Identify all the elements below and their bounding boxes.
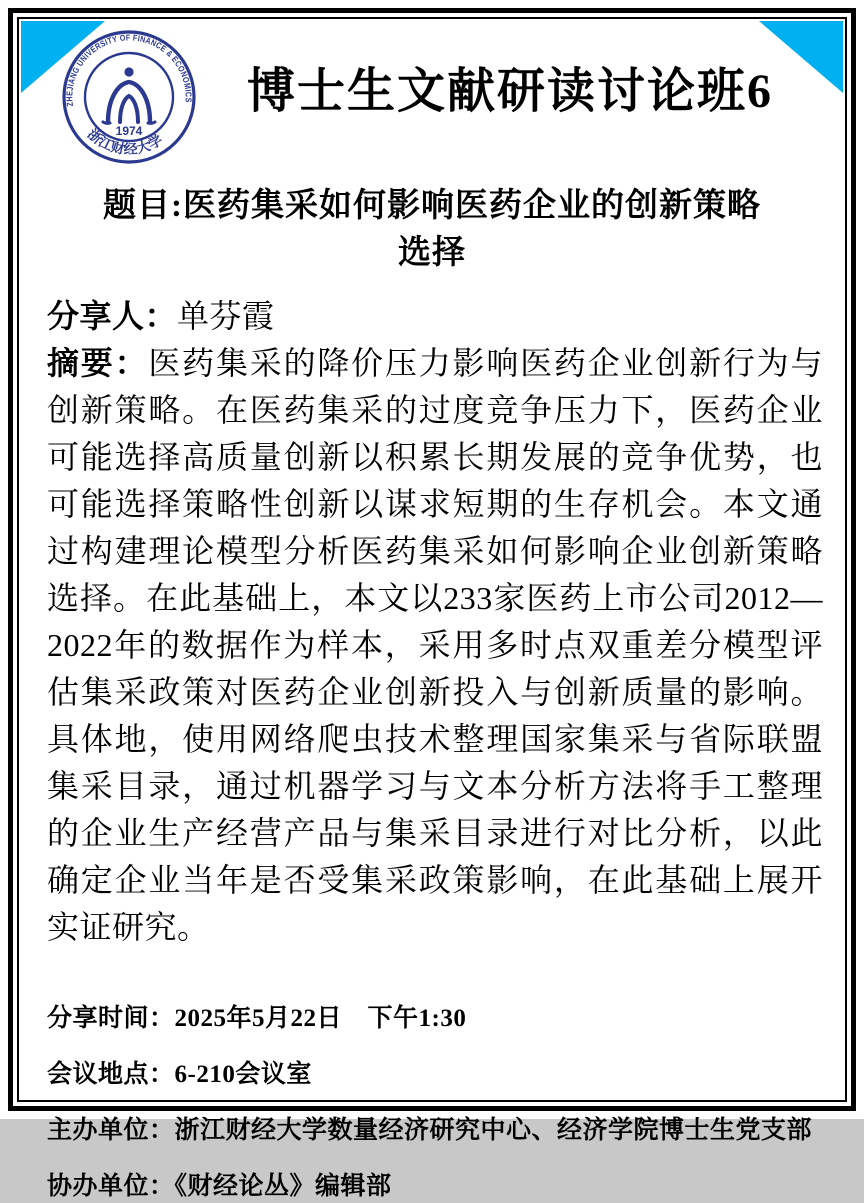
logo-inner-arch	[120, 96, 138, 122]
topic-line-1: 题目:医药集采如何影响医药企业的创新策略	[103, 188, 761, 224]
presenter-line	[47, 293, 823, 340]
venue-row	[47, 1059, 823, 1090]
poster-content	[19, 19, 845, 1201]
poster-body	[47, 293, 823, 951]
host-value: 浙江财经大学数量经济研究中心、经济学院博士生党支部	[174, 1117, 813, 1145]
seminar-title: 博士生文献研读讨论班6	[246, 65, 773, 119]
abstract-paragraph	[47, 340, 823, 951]
presenter-label: 分享人：	[47, 297, 178, 334]
abstract-text: 医药集采的降价压力影响医药企业创新行为与创新策略。在医药集采的过度竞争压力下，医药企业可能选择高质量创新以积累长期发展的竞争优势，也可能选择策略性创新以谋求短期的生存机会。本文通过构建理论模型分析医药集采如何影响企业创新策略选择。在此基础上，本文以233家医药上市公司2012—2022年的数据作为样本，采用多时点双重差分模型评估集采政策对医药企业创新投入与创新质量的影响。具体地，使用网络爬虫技术整理国家集采与省际联盟集采目录，通过机器学习与文本分析方法将手工整理的企业生产经营产品与集采目录进行对比分析，以此确定企业当年是否受集采政策影响，在此基础上展开实证研究。	[47, 344, 823, 945]
poster-header	[19, 19, 845, 167]
presenter-name: 单芬霞	[177, 297, 275, 334]
logo-year: 1974	[115, 124, 143, 138]
university-seal-icon	[59, 27, 199, 167]
abstract-label: 摘要：	[47, 344, 149, 381]
logo-cn-name: 浙江财经大学	[84, 126, 165, 157]
topic-line-2: 选择	[398, 234, 466, 271]
logo-outer-arch	[108, 82, 150, 122]
logo-ring-text: ZHEJIANG UNIVERSITY OF FINANCE & ECONOMICS	[64, 32, 194, 108]
host-row	[47, 1115, 823, 1146]
share-time-label: 分享时间：	[47, 1004, 175, 1032]
share-time-value: 2025年5月22日 下午1:30	[174, 1004, 467, 1032]
share-time-row	[47, 1003, 823, 1034]
co-host-row	[47, 1171, 823, 1202]
venue-value: 6-210会议室	[174, 1060, 312, 1088]
logo-dot	[124, 67, 133, 76]
poster-footer	[47, 1003, 823, 1203]
co-host-value: 《财经论丛》编辑部	[174, 1173, 392, 1201]
co-host-label: 协办单位：	[47, 1173, 175, 1201]
venue-label: 会议地点：	[47, 1060, 175, 1088]
host-label: 主办单位：	[47, 1117, 175, 1145]
topic-block	[49, 183, 815, 277]
